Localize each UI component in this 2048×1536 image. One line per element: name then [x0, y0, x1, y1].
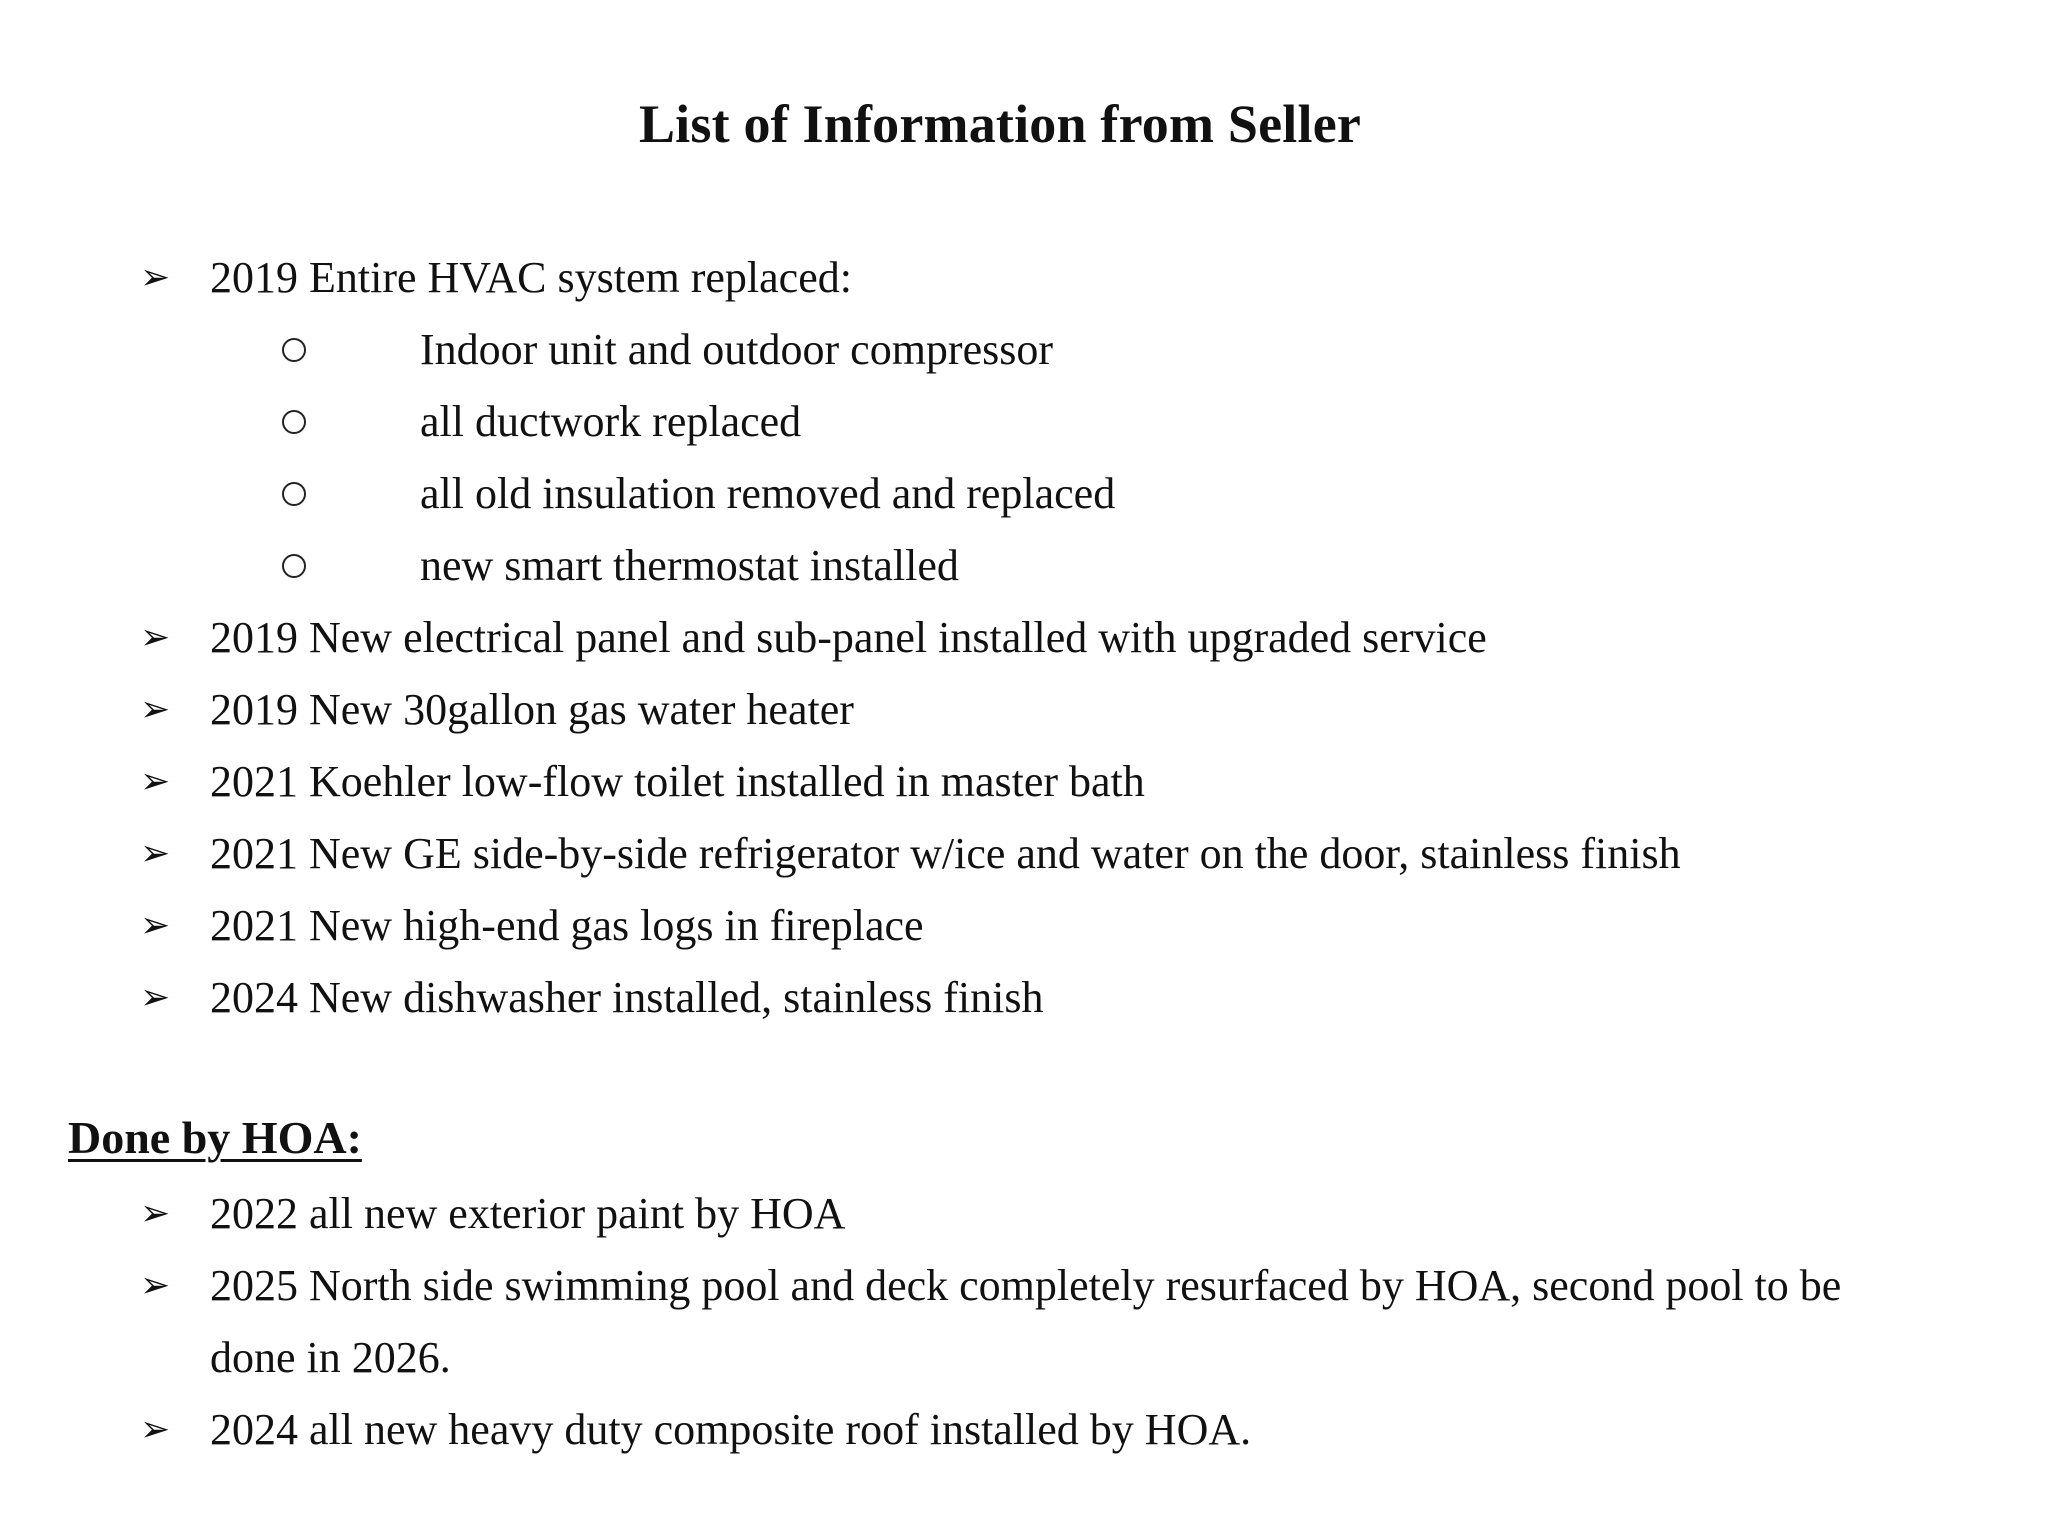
arrow-bullet-icon: ➢ — [140, 1193, 171, 1234]
circle-bullet-icon — [282, 338, 306, 362]
list-item-text: 2021 New high-end gas logs in fireplace — [210, 901, 924, 950]
list-item-text: 2024 New dishwasher installed, stainless finish — [210, 973, 1044, 1022]
arrow-bullet-icon: ➢ — [140, 977, 171, 1018]
arrow-bullet-icon: ➢ — [140, 617, 171, 658]
sub-list-item-text: Indoor unit and outdoor compressor — [420, 325, 1053, 374]
sub-list-item-text: all ductwork replaced — [420, 397, 802, 446]
sub-list-item-text: new smart thermostat installed — [420, 541, 959, 590]
document-title: List of Information from Seller — [638, 94, 1362, 154]
circle-bullet-icon — [282, 554, 306, 578]
arrow-bullet-icon: ➢ — [140, 833, 171, 874]
circle-bullet-icon — [282, 410, 306, 434]
arrow-bullet-icon: ➢ — [140, 1409, 171, 1450]
list-item-text: 2019 New 30gallon gas water heater — [210, 685, 854, 734]
list-item-text: 2019 Entire HVAC system replaced: — [210, 253, 852, 302]
circle-bullet-icon — [282, 482, 306, 506]
list-item-text: 2019 New electrical panel and sub-panel installed with upgraded service — [210, 613, 1487, 662]
list-item-text: 2021 Koehler low-flow toilet installed in master bath — [210, 757, 1145, 806]
hoa-list-item-text: 2022 all new exterior paint by HOA — [210, 1189, 846, 1238]
arrow-bullet-icon: ➢ — [140, 689, 171, 730]
hoa-list-item-text: 2024 all new heavy duty composite roof installed by HOA. — [210, 1405, 1252, 1454]
arrow-bullet-icon: ➢ — [140, 1265, 171, 1306]
arrow-bullet-icon: ➢ — [140, 257, 171, 298]
arrow-bullet-icon: ➢ — [140, 905, 171, 946]
hoa-list-item-text: done in 2026. — [210, 1333, 451, 1382]
arrow-bullet-icon: ➢ — [140, 761, 171, 802]
list-item-text: 2021 New GE side-by-side refrigerator w/ice and water on the door, stainless finish — [210, 829, 1681, 878]
sub-list-item-text: all old insulation removed and replaced — [420, 469, 1116, 518]
hoa-section-heading: Done by HOA: — [68, 1112, 362, 1163]
hoa-list-item-text: 2025 North side swimming pool and deck completely resurfaced by HOA, second pool to be — [210, 1261, 1842, 1310]
